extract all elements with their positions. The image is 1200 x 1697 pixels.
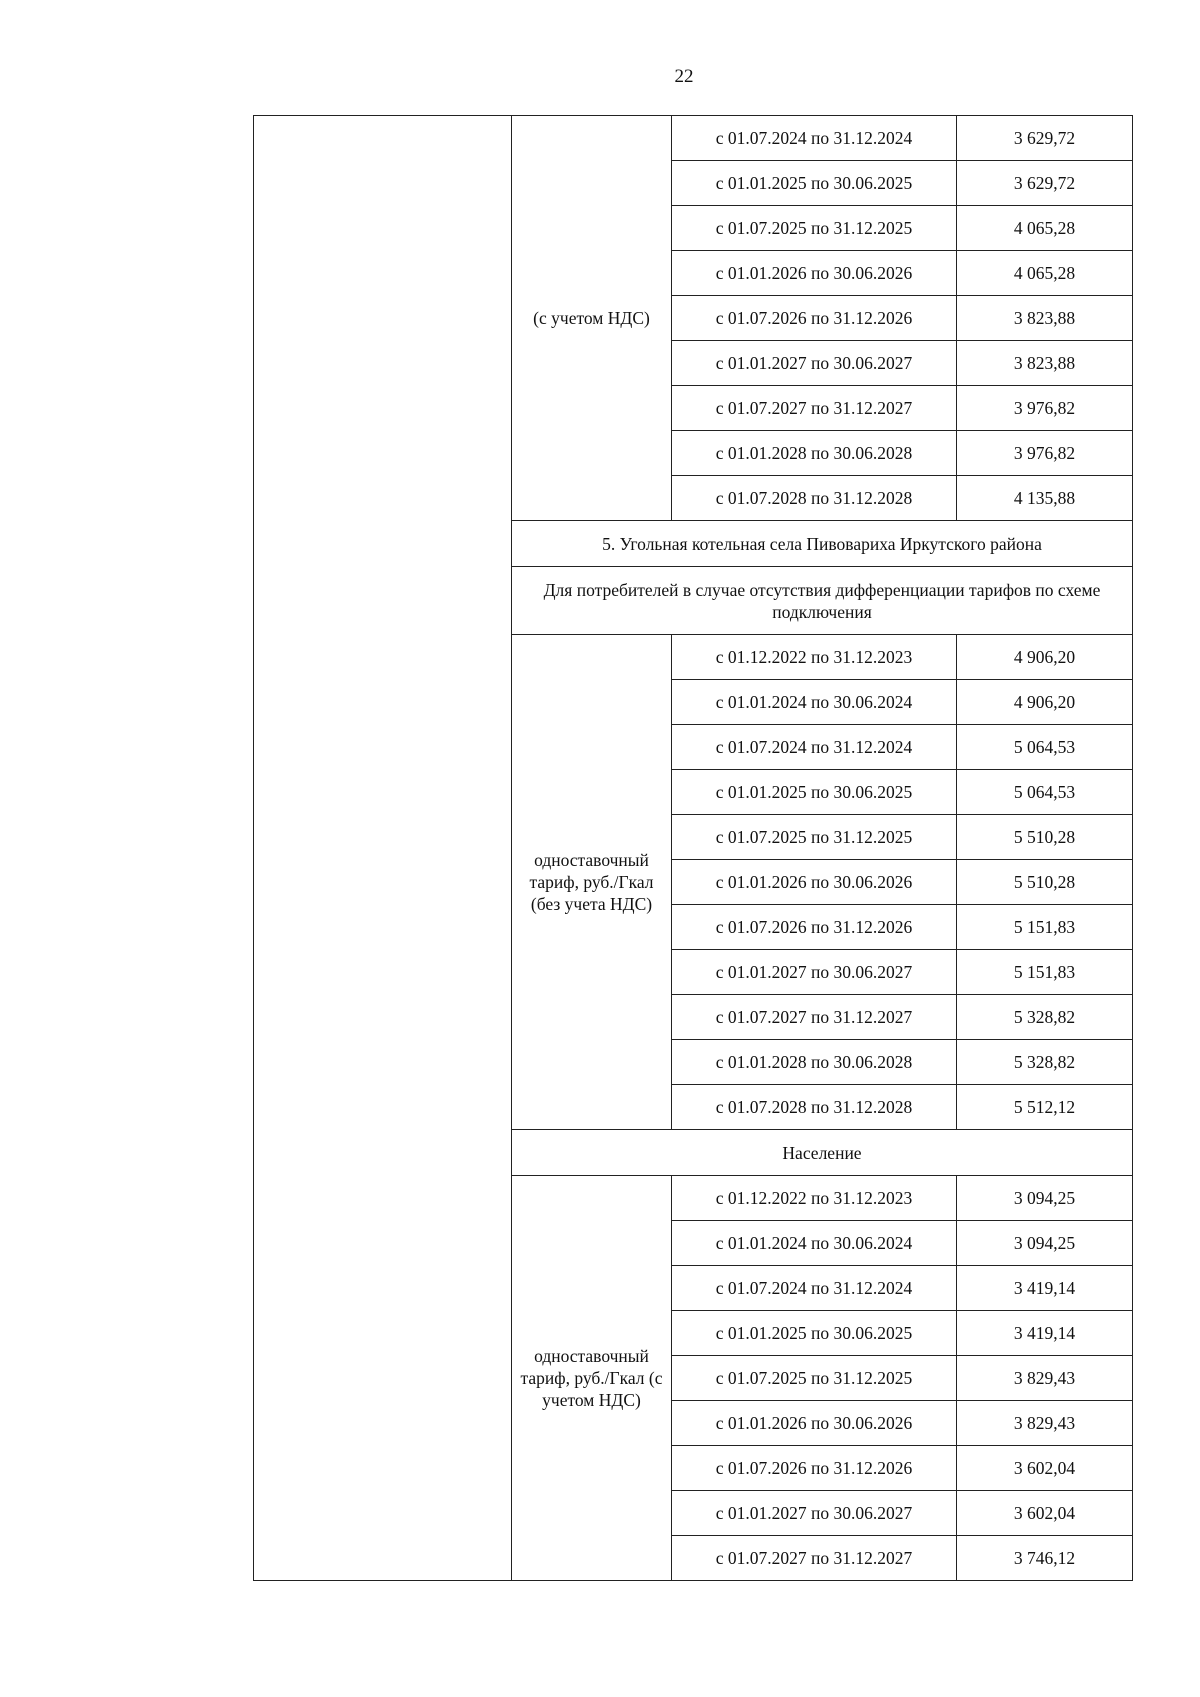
period-cell: с 01.07.2026 по 31.12.2026: [672, 905, 957, 950]
period-cell: с 01.01.2028 по 30.06.2028: [672, 431, 957, 476]
tariff-value-cell: 3 094,25: [957, 1221, 1133, 1266]
period-cell: с 01.12.2022 по 31.12.2023: [672, 635, 957, 680]
period-cell: с 01.01.2024 по 30.06.2024: [672, 1221, 957, 1266]
tariff-value-cell: 3 976,82: [957, 386, 1133, 431]
tariff-unit-cell: одноставочный тариф, руб./Гкал (с учетом НДС): [512, 1176, 672, 1581]
period-cell: с 01.01.2024 по 30.06.2024: [672, 680, 957, 725]
period-cell: с 01.01.2028 по 30.06.2028: [672, 1040, 957, 1085]
tariff-value-cell: 3 629,72: [957, 161, 1133, 206]
period-cell: с 01.01.2025 по 30.06.2025: [672, 770, 957, 815]
period-cell: с 01.01.2027 по 30.06.2027: [672, 1491, 957, 1536]
period-cell: с 01.07.2026 по 31.12.2026: [672, 1446, 957, 1491]
tariff-value-cell: 3 419,14: [957, 1311, 1133, 1356]
period-cell: с 01.01.2026 по 30.06.2026: [672, 251, 957, 296]
tariff-table-body: [254, 116, 1133, 1581]
tariff-value-cell: 3 094,25: [957, 1176, 1133, 1221]
tariff-value-cell: 3 746,12: [957, 1536, 1133, 1581]
period-cell: с 01.07.2027 по 31.12.2027: [672, 995, 957, 1040]
blank-first-column: [254, 116, 512, 1581]
consumers-header: Для потребителей в случае отсутствия дифференциации тарифов по схеме подключения: [512, 567, 1133, 635]
tariff-value-cell: 4 065,28: [957, 251, 1133, 296]
population-header: Население: [512, 1130, 1133, 1176]
period-cell: с 01.01.2026 по 30.06.2026: [672, 1401, 957, 1446]
table-row: [254, 116, 1133, 161]
tariff-value-cell: 3 602,04: [957, 1491, 1133, 1536]
tariff-value-cell: 5 151,83: [957, 905, 1133, 950]
tariff-value-cell: 3 629,72: [957, 116, 1133, 161]
tariff-value-cell: 5 328,82: [957, 1040, 1133, 1085]
tariff-value-cell: 5 064,53: [957, 770, 1133, 815]
tariff-unit-cell: одноставочный тариф, руб./Гкал (без учета НДС): [512, 635, 672, 1130]
tariff-value-cell: 4 906,20: [957, 635, 1133, 680]
tariff-value-cell: 5 151,83: [957, 950, 1133, 995]
tariff-unit-cell: (с учетом НДС): [512, 116, 672, 521]
tariff-value-cell: 4 906,20: [957, 680, 1133, 725]
period-cell: с 01.07.2027 по 31.12.2027: [672, 386, 957, 431]
tariff-value-cell: 3 976,82: [957, 431, 1133, 476]
period-cell: с 01.07.2024 по 31.12.2024: [672, 116, 957, 161]
tariff-value-cell: 3 602,04: [957, 1446, 1133, 1491]
period-cell: с 01.07.2024 по 31.12.2024: [672, 725, 957, 770]
tariff-value-cell: 5 328,82: [957, 995, 1133, 1040]
period-cell: с 01.01.2027 по 30.06.2027: [672, 950, 957, 995]
period-cell: с 01.07.2028 по 31.12.2028: [672, 476, 957, 521]
period-cell: с 01.07.2025 по 31.12.2025: [672, 815, 957, 860]
period-cell: с 01.07.2025 по 31.12.2025: [672, 206, 957, 251]
period-cell: с 01.12.2022 по 31.12.2023: [672, 1176, 957, 1221]
page-number: 22: [674, 66, 694, 87]
tariff-value-cell: 4 065,28: [957, 206, 1133, 251]
tariff-value-cell: 3 823,88: [957, 296, 1133, 341]
period-cell: с 01.07.2027 по 31.12.2027: [672, 1536, 957, 1581]
tariff-value-cell: 5 510,28: [957, 815, 1133, 860]
tariff-value-cell: 5 510,28: [957, 860, 1133, 905]
tariff-value-cell: 5 064,53: [957, 725, 1133, 770]
tariff-value-cell: 3 829,43: [957, 1356, 1133, 1401]
tariff-value-cell: 3 823,88: [957, 341, 1133, 386]
tariff-table: [253, 115, 1133, 1581]
period-cell: с 01.01.2026 по 30.06.2026: [672, 860, 957, 905]
tariff-value-cell: 4 135,88: [957, 476, 1133, 521]
period-cell: с 01.01.2027 по 30.06.2027: [672, 341, 957, 386]
section-title: 5. Угольная котельная села Пивовариха Иркутского района: [512, 521, 1133, 567]
tariff-value-cell: 3 829,43: [957, 1401, 1133, 1446]
period-cell: с 01.07.2024 по 31.12.2024: [672, 1266, 957, 1311]
period-cell: с 01.01.2025 по 30.06.2025: [672, 1311, 957, 1356]
period-cell: с 01.07.2028 по 31.12.2028: [672, 1085, 957, 1130]
period-cell: с 01.07.2026 по 31.12.2026: [672, 296, 957, 341]
tariff-value-cell: 3 419,14: [957, 1266, 1133, 1311]
period-cell: с 01.07.2025 по 31.12.2025: [672, 1356, 957, 1401]
period-cell: с 01.01.2025 по 30.06.2025: [672, 161, 957, 206]
tariff-value-cell: 5 512,12: [957, 1085, 1133, 1130]
